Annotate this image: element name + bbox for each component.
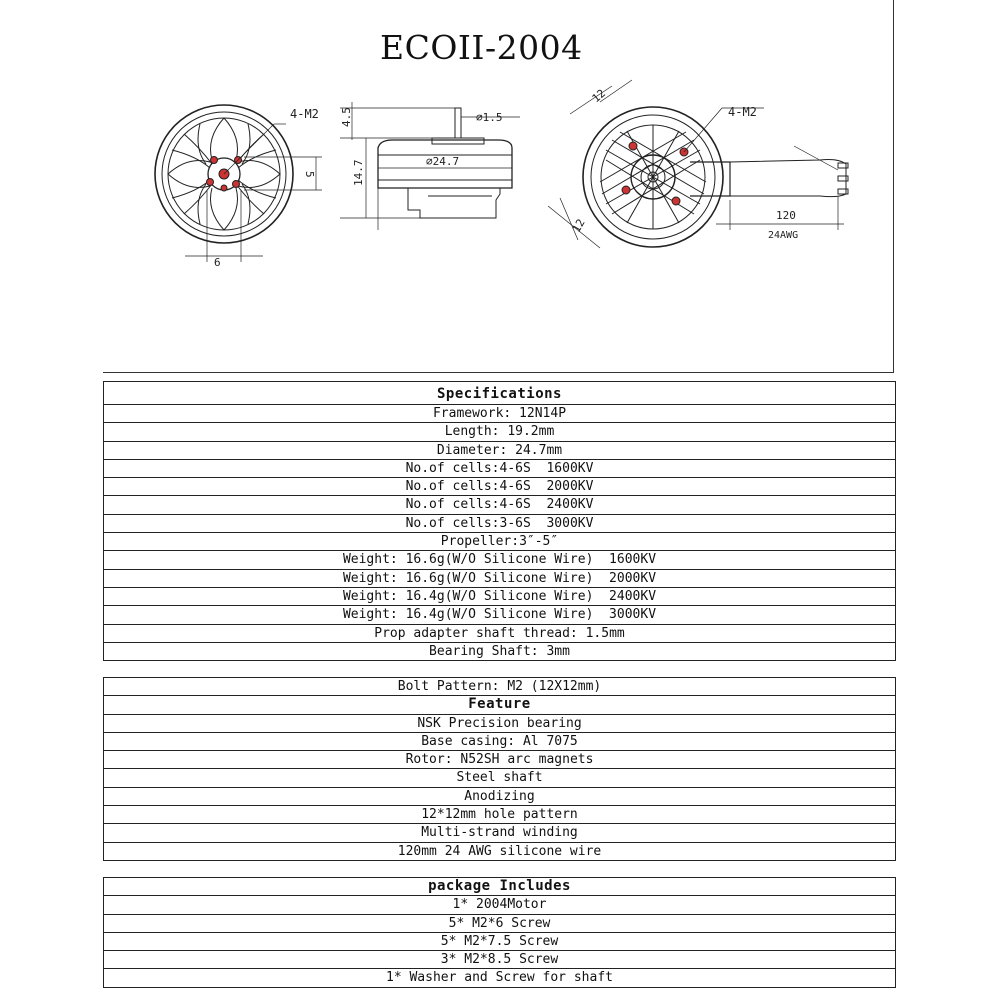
rear-wire-length: 120	[776, 209, 796, 222]
side-shaft-diameter: ⌀1.5	[476, 111, 503, 124]
spec-row: Framework: 12N14P	[104, 405, 895, 423]
feature-row: NSK Precision bearing	[104, 715, 895, 733]
feature-row: 120mm 24 AWG silicone wire	[104, 843, 895, 861]
feature-row: 12*12mm hole pattern	[104, 806, 895, 824]
side-shaft-height: 4.5	[340, 107, 353, 127]
spec-row: No.of cells:4-6S 2000KV	[104, 478, 895, 496]
spec-row: Bearing Shaft: 3mm	[104, 643, 895, 661]
rear-hole-label: 4-M2	[728, 105, 757, 119]
feature-header: Feature	[104, 696, 895, 714]
spec-row: Weight: 16.4g(W/O Silicone Wire) 3000KV	[104, 606, 895, 624]
specifications-table	[103, 381, 896, 661]
motor-technical-drawing	[0, 0, 1000, 372]
spec-row: No.of cells:3-6S 3000KV	[104, 515, 895, 533]
feature-row: Steel shaft	[104, 769, 895, 787]
feature-row: Base casing: Al 7075	[104, 733, 895, 751]
side-body-diameter: ⌀24.7	[426, 155, 460, 168]
front-dim-vertical: 5	[303, 171, 316, 178]
spec-row: Weight: 16.6g(W/O Silicone Wire) 2000KV	[104, 570, 895, 588]
package-header: package Includes	[104, 878, 895, 896]
spec-row: Length: 19.2mm	[104, 423, 895, 441]
rear-wire-gauge: 24AWG	[768, 230, 799, 241]
spec-row: No.of cells:4-6S 2400KV	[104, 496, 895, 514]
package-row: 5* M2*7.5 Screw	[104, 933, 895, 951]
spec-row: Weight: 16.4g(W/O Silicone Wire) 2400KV	[104, 588, 895, 606]
feature-row: Anodizing	[104, 788, 895, 806]
package-row: 3* M2*8.5 Screw	[104, 951, 895, 969]
package-table	[103, 877, 896, 988]
page-title: ECOII-2004	[380, 28, 583, 67]
frame-divider	[103, 372, 894, 373]
package-row: 5* M2*6 Screw	[104, 915, 895, 933]
front-dim-horizontal: 6	[214, 256, 221, 269]
spec-row: Weight: 16.6g(W/O Silicone Wire) 1600KV	[104, 551, 895, 569]
spec-row: Prop adapter shaft thread: 1.5mm	[104, 625, 895, 643]
package-row: 1* Washer and Screw for shaft	[104, 969, 895, 987]
spec-row: Propeller:3″-5″	[104, 533, 895, 551]
side-body-height: 14.7	[352, 159, 365, 186]
rear-dim-top: 12	[589, 86, 609, 106]
front-hole-label: 4-M2	[290, 107, 319, 121]
package-row: 1* 2004Motor	[104, 896, 895, 914]
spec-row: Diameter: 24.7mm	[104, 442, 895, 460]
front-view	[155, 105, 322, 262]
feature-row: Rotor: N52SH arc magnets	[104, 751, 895, 769]
specifications-header: Specifications	[104, 382, 895, 405]
rear-dim-bottom: 12	[569, 216, 588, 235]
feature-table	[103, 677, 896, 861]
rear-view	[548, 80, 848, 248]
spec-row: No.of cells:4-6S 1600KV	[104, 460, 895, 478]
bolt-pattern-row: Bolt Pattern: M2 (12X12mm)	[104, 678, 895, 696]
feature-row: Multi-strand winding	[104, 824, 895, 842]
